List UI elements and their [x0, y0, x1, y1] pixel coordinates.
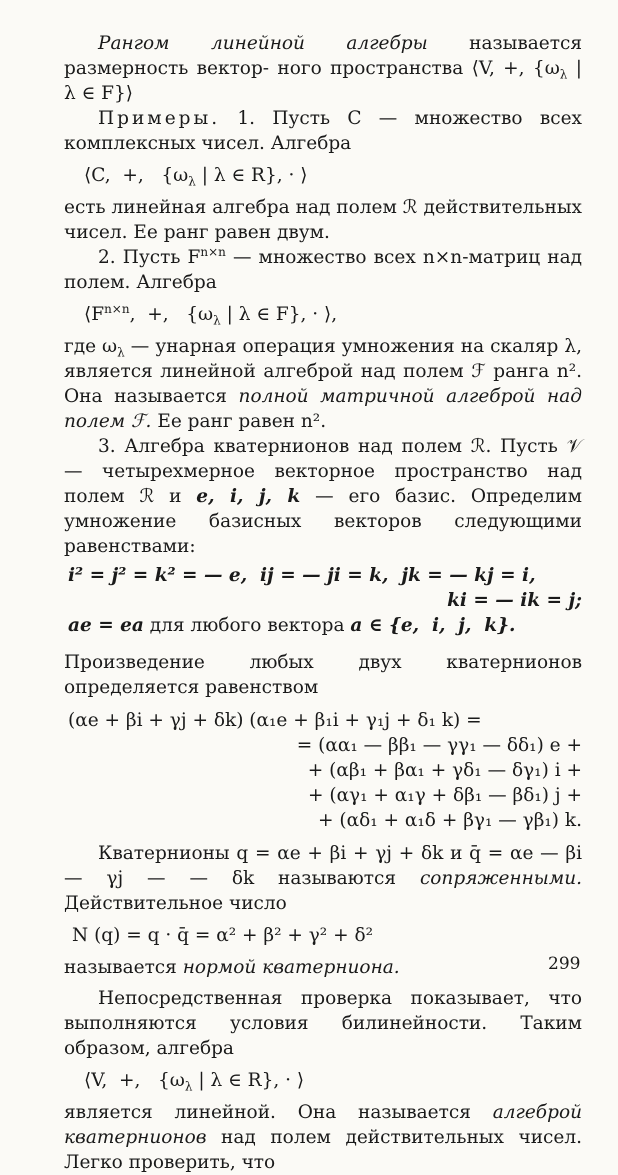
page-number: 299: [548, 954, 581, 974]
formula-basis-products: i² = j² = k² = — e, ij = — ji = k, jk = — kj = i, ki = — ik = j; ae = ea для любого вектора a ∈ {e, i, j, k}.: [68, 565, 582, 636]
paragraph-norm: называется нормой кватерниона.: [64, 957, 400, 978]
page-body: [64, 31, 582, 1175]
paragraph-rank-definition: Рангом линейной алгебры называется размерность вектор- ного пространства ⟨V, +, {$\omega_\lambda$ | λ ∈ F}⟩: [64, 33, 583, 104]
formula-quaternion-algebra: ⟨V, +, {$\omega_\lambda$ | λ ∈ R}, · ⟩: [84, 1070, 305, 1094]
paragraph-example-3: 3. Алгебра кватернионов над полем ℛ. Пусть 𝒱 — четырехмерное векторное пространство над полем ℛ и e, i, j, k — его базис. Определим умножение базисных векторов следующими равенствами:: [64, 436, 582, 557]
formula-quaternion-product: (αe + βi + γj + δk) (α₁e + β₁i + γ₁j + δ₁ k) = = (αα₁ — ββ₁ — γγ₁ — δδ₁) e + + (αβ₁ + βα₁ + γδ₁ — δγ₁) i + + (αγ₁ + α₁γ + δβ₁ — βδ₁) j + + (αδ₁ + α₁δ + βγ₁ — γβ₁) k.: [68, 710, 582, 831]
term-full-matrix-algebra: полной матричной алгеброй над полем ℱ.: [64, 386, 582, 432]
examples-label: Примеры.: [98, 108, 221, 129]
paragraph-example-1: Примеры. 1. Пусть C — множество всех комплексных чисел. Алгебра: [64, 108, 582, 154]
formula-norm: N (q) = q · q̄ = α² + β² + γ² + δ²: [72, 925, 374, 946]
paragraph-bilinearity: Непосредственная проверка показывает, что выполняются условия билинейности. Таким образом, алгебра: [64, 988, 582, 1059]
paragraph-matrix-algebra: где $\omega_\lambda$ — унарная операция умножения на скаляр λ, является линейной алгеброй над полем ℱ ранга n². Она называется полной матричной алгеброй над полем ℱ. Ее ранг равен n².: [64, 336, 582, 432]
term-conjugate: сопряженными.: [419, 868, 582, 889]
term-rank: Рангом линейной алгебры: [98, 33, 428, 54]
formula-matrix-algebra: $⟨F^{n\times n}$, +, {$\omega_\lambda$ | λ ∈ F}, · ⟩,: [84, 301, 338, 328]
formula-complex-algebra: ⟨C, +, {$\omega_\lambda$ | λ ∈ R}, · ⟩: [84, 165, 308, 189]
paragraph-conjugate: Кватернионы q = αe + βi + γj + δk и q̄ = αe — βi — γj — — δk называются сопряженными. Действительное число: [64, 843, 582, 914]
paragraph-product: Произведение любых двух кватернионов определяется равенством: [64, 652, 582, 698]
paragraph-quaternion-algebra: является линейной. Она называется алгеброй кватернионов над полем действительных чисел. Легко проверить, что: [64, 1102, 582, 1173]
paragraph-rank-two: есть линейная алгебра над полем ℛ действительных чисел. Ее ранг равен двум.: [64, 197, 582, 243]
term-norm: нормой кватерниона.: [182, 957, 400, 978]
term-quaternion-algebra: алгеброй кватернионов: [64, 1102, 582, 1148]
paragraph-example-2: 2. Пусть $F^{n\times n}$ — множество всех n×n-матриц над полем. Алгебра: [64, 244, 583, 293]
